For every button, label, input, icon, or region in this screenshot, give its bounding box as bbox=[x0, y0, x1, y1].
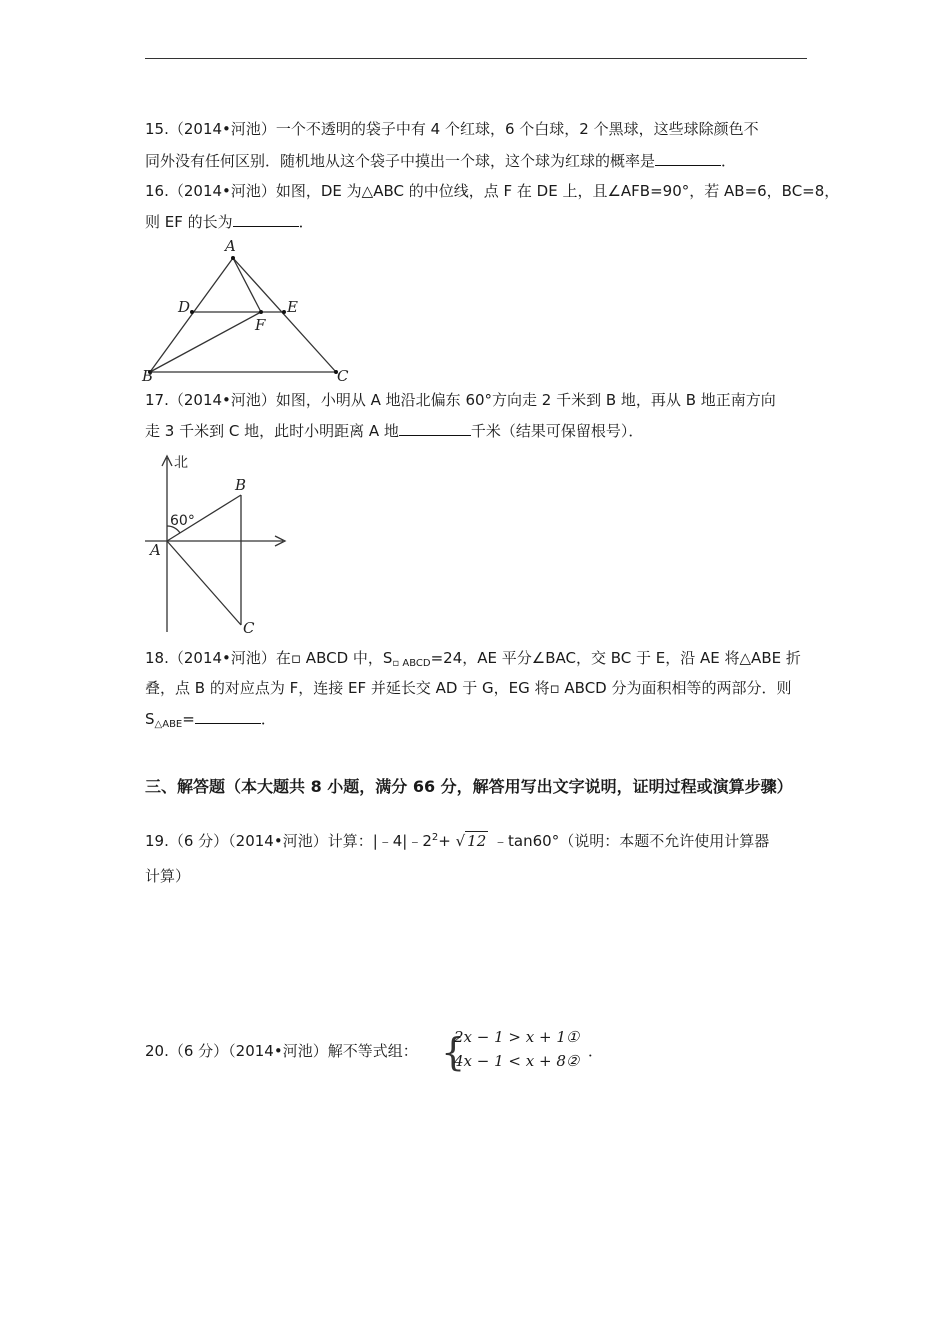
answer-blank bbox=[655, 150, 721, 166]
header-rule bbox=[145, 58, 807, 59]
inequality-1: 2x − 1 > x + 1① bbox=[454, 1028, 580, 1046]
segment-AC bbox=[233, 258, 336, 372]
label-E: E bbox=[287, 298, 298, 316]
q18-line2: 叠，点 B 的对应点为 F，连接 EF 并延长交 AD 于 G，EG 将▫ ABCD 分为面积相等的两部分．则 bbox=[145, 679, 792, 697]
q17-line2-text: 走 3 千米到 C 地，此时小明距离 A 地 bbox=[145, 422, 399, 440]
q18-equals: = bbox=[182, 710, 195, 728]
q16-line2 bbox=[145, 211, 314, 232]
q15-line2-text: 同外没有任何区别．随机地从这个袋子中摸出一个球，这个球为红球的概率是 bbox=[145, 152, 656, 170]
system-brace: { bbox=[441, 1030, 466, 1074]
label-B: B bbox=[142, 367, 154, 384]
inequality-2: 4x − 1 < x + 8② bbox=[454, 1052, 580, 1070]
q15-line1: 15.（2014•河池）一个不透明的袋子中有 4 个红球，6 个白球，2 个黑球，这些球除颜色不 bbox=[145, 120, 759, 138]
q17-line2 bbox=[145, 420, 643, 441]
q18-line3 bbox=[145, 708, 276, 735]
q20-text: 20.（6 分）（2014•河池）解不等式组： bbox=[145, 1042, 418, 1060]
q18-area-symbol: S bbox=[145, 710, 155, 728]
answer-blank bbox=[195, 708, 261, 724]
label-A: A bbox=[225, 237, 236, 255]
q16-line1: 16.（2014•河池）如图，DE 为△ABC 的中位线，点 F 在 DE 上，且∠AFB=90°，若 AB=6，BC=8， bbox=[145, 182, 840, 200]
section-title: 三、解答题（本大题共 8 小题，满分 66 分，解答用写出文字说明，证明过程或演算步骤） bbox=[145, 777, 793, 796]
q19-line2: 计算） bbox=[145, 867, 191, 885]
triangle-figure bbox=[138, 236, 358, 384]
label-C: C bbox=[243, 619, 255, 637]
q18-area-subscript: △ABE bbox=[154, 719, 183, 730]
label-C: C bbox=[337, 367, 349, 384]
answer-blank bbox=[399, 420, 471, 436]
q20-period: ． bbox=[588, 1042, 604, 1060]
q17-line1: 17.（2014•河池）如图，小明从 A 地沿北偏东 60°方向走 2 千米到 B 地，再从 B 地正南方向 bbox=[145, 391, 776, 409]
label-B: B bbox=[235, 476, 247, 494]
segment-AC bbox=[167, 541, 241, 625]
label-A: A bbox=[150, 541, 161, 559]
q18-subscript: ▫ ABCD bbox=[392, 658, 431, 669]
q17-line2-end: 千米（结果可保留根号）． bbox=[470, 422, 644, 440]
q19-plus: + bbox=[438, 832, 456, 850]
q18-line1 bbox=[145, 648, 801, 674]
q16-period: ． bbox=[298, 213, 314, 231]
q19-line1 bbox=[145, 828, 769, 851]
q15-line2 bbox=[145, 150, 736, 171]
q19-text: 19.（6 分）（2014•河池）计算：|﹣4|﹣2 bbox=[145, 832, 432, 850]
q18-line1-rest: =24，AE 平分∠BAC，交 BC 于 E，沿 AE 将△ABE 折 bbox=[430, 649, 801, 667]
q18-line1-text: 18.（2014•河池）在▫ ABCD 中，S bbox=[145, 649, 393, 667]
angle-label: 60° bbox=[170, 513, 195, 529]
q19-exponent: 2 bbox=[431, 832, 439, 843]
q19-rest: ﹣tan60°（说明：本题不允许使用计算器 bbox=[488, 832, 770, 850]
sqrt-expression: √ 12 bbox=[455, 832, 487, 850]
q18-period: ． bbox=[260, 710, 276, 728]
direction-figure bbox=[140, 448, 300, 638]
sqrt-radicand: 12 bbox=[467, 832, 487, 850]
segment-BF bbox=[150, 312, 261, 372]
label-D: D bbox=[178, 298, 191, 316]
q16-line2-text: 则 EF 的长为 bbox=[145, 213, 233, 231]
segment-AB bbox=[150, 258, 233, 372]
q15-period: ． bbox=[721, 152, 737, 170]
north-label: 北 bbox=[174, 455, 188, 471]
label-F: F bbox=[255, 316, 266, 334]
answer-blank bbox=[233, 211, 299, 227]
